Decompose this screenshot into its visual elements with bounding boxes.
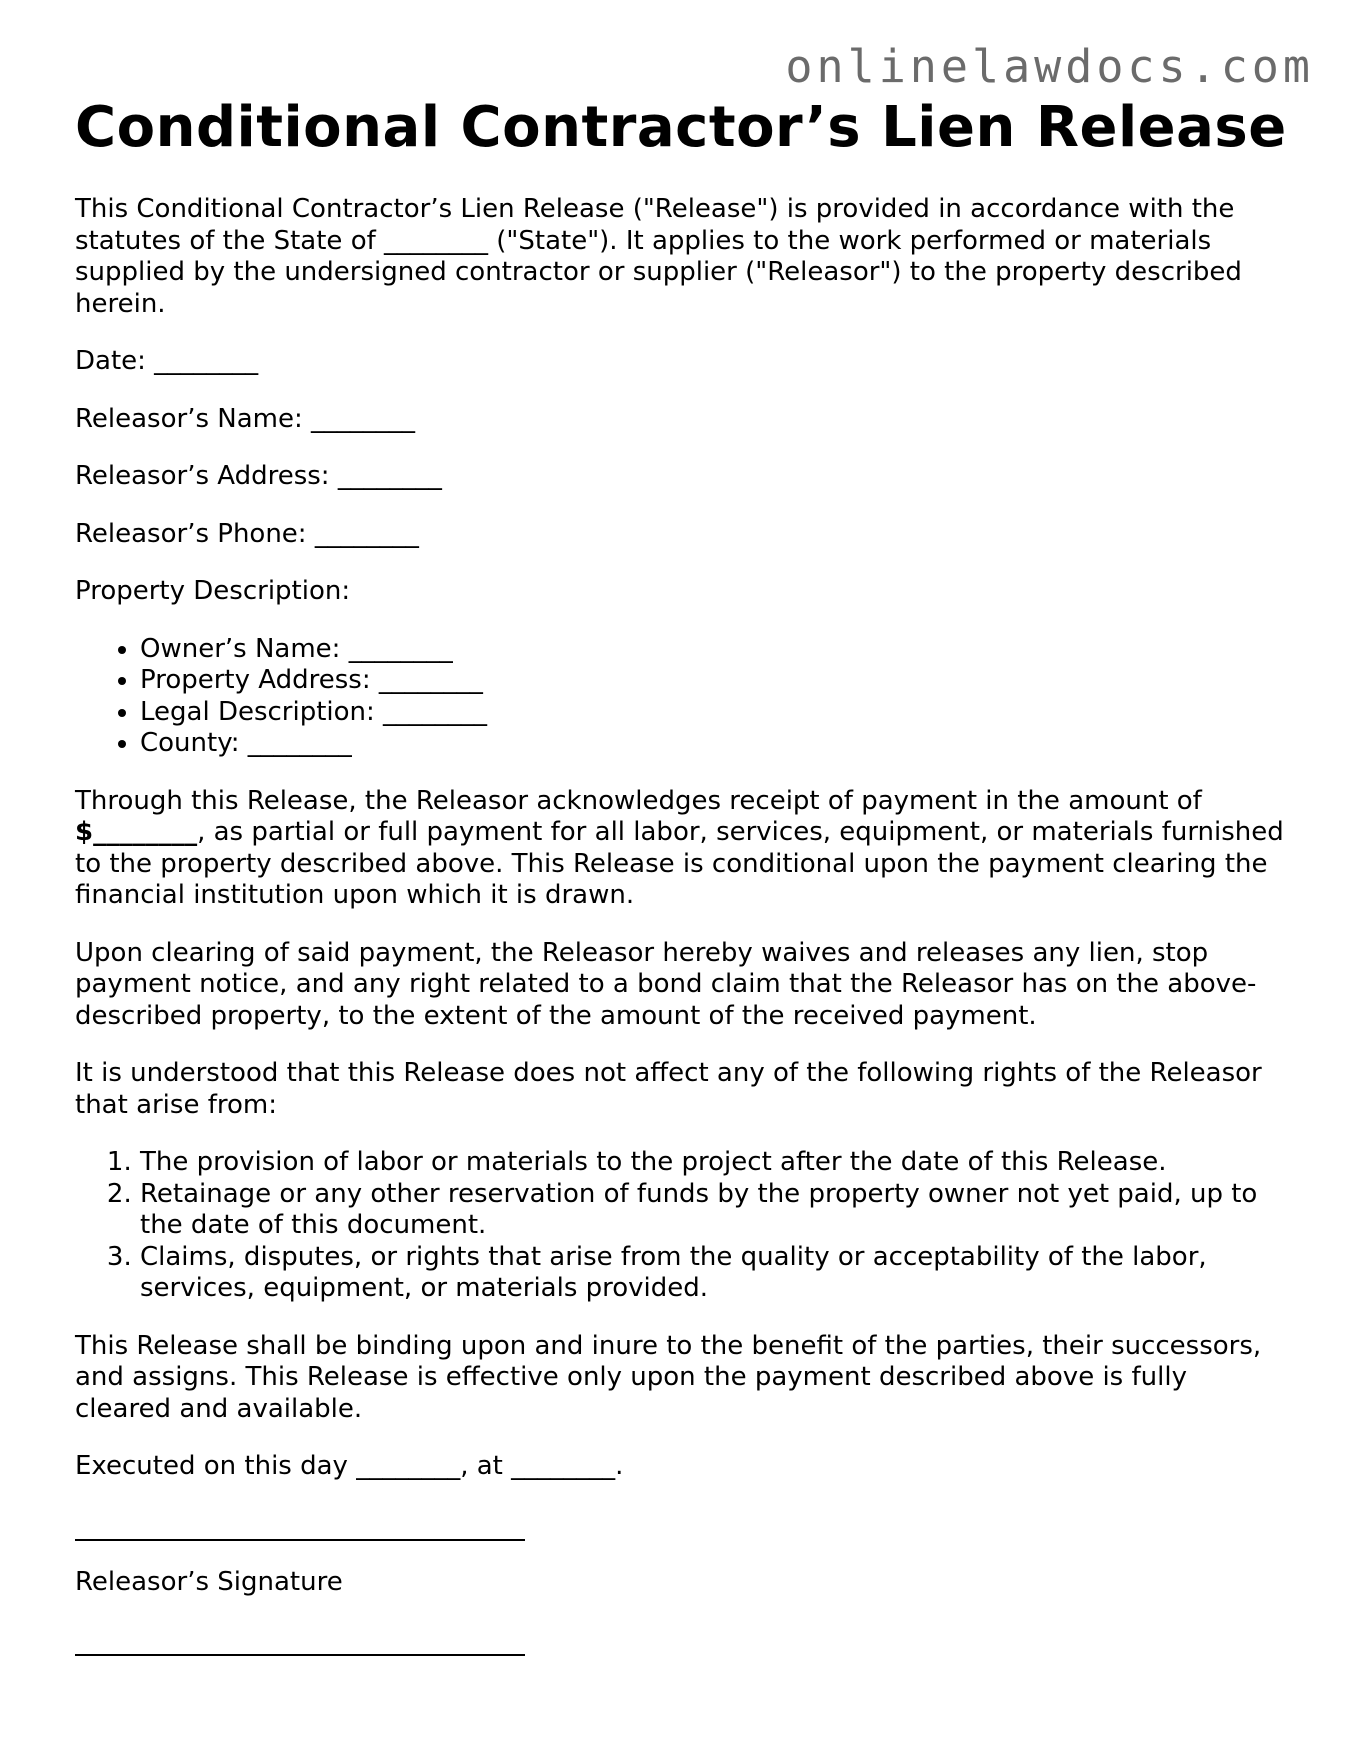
date-field: Date: ________ bbox=[75, 346, 259, 376]
list-item-owner-name: • Owner’s Name: ________ bbox=[140, 634, 1290, 666]
signature-label: Releasor’s Signature bbox=[75, 1566, 343, 1597]
intro-paragraph: This Conditional Contractor’s Lien Release ("Release") is provided in accordance with the statutes of the State of ________ ("State"). It applies to the work performed or materials supplied by the undersigned contractor or supplier ("Releasor") to the property described herein. bbox=[75, 194, 1242, 319]
payment-paragraph bbox=[75, 786, 1290, 912]
payment-rest-text: , as partial or full payment for all labor, services, equipment, or materials furnished to the property described above. This Release is conditional upon the payment clearing the financial institution upon which it is drawn. bbox=[75, 817, 1284, 910]
list-item-right-2: 2. Retainage or any other reservation of funds by the property owner not yet paid, up to the date of this document. bbox=[140, 1179, 1290, 1242]
list-item-property-address: • Property Address: ________ bbox=[140, 665, 1290, 697]
binding-paragraph: This Release shall be binding upon and inure to the benefit of the parties, their successors, and assigns. This Release is effective only upon the payment described above is fully cleared and available. bbox=[75, 1330, 1262, 1424]
list-item-county: • County: ________ bbox=[140, 728, 1290, 760]
executed-line: Executed on this day ________, at ________. bbox=[75, 1451, 624, 1481]
list-item-right-1: 1. The provision of labor or materials to the project after the date of this Release. bbox=[140, 1147, 1290, 1179]
rights-list bbox=[75, 1147, 1290, 1305]
document-title: Conditional Contractor’s Lien Release bbox=[75, 95, 1287, 160]
list-item-legal-description: • Legal Description: ________ bbox=[140, 697, 1290, 729]
site-watermark: onlinelawdocs.com bbox=[785, 40, 1314, 93]
releasor-address-field: Releasor’s Address: ________ bbox=[75, 461, 442, 491]
payment-lead-text: Through this Release, the Releasor acknowledges receipt of payment in the amount of bbox=[75, 785, 1202, 816]
waiver-paragraph: Upon clearing of said payment, the Releasor hereby waives and releases any lien, stop payment notice, and any right related to a bond claim that the Releasor has on the above-described property, to the extent of the amount of the received payment. bbox=[75, 937, 1257, 1031]
rights-intro-paragraph: It is understood that this Release does not affect any of the following rights of the Releasor that arise from: bbox=[75, 1058, 1262, 1120]
property-description-heading: Property Description: bbox=[75, 576, 351, 606]
second-signature-line bbox=[75, 1654, 525, 1656]
property-details-list bbox=[75, 634, 1290, 760]
releasor-name-field: Releasor’s Name: ________ bbox=[75, 403, 415, 434]
document-body bbox=[75, 92, 1290, 1656]
releasor-phone-field: Releasor’s Phone: ________ bbox=[75, 518, 419, 549]
payment-amount: $________ bbox=[75, 817, 198, 847]
signature-line bbox=[75, 1539, 525, 1541]
list-item-right-3: 3. Claims, disputes, or rights that arise from the quality or acceptability of the labor, services, equipment, or materials provided. bbox=[140, 1242, 1290, 1305]
